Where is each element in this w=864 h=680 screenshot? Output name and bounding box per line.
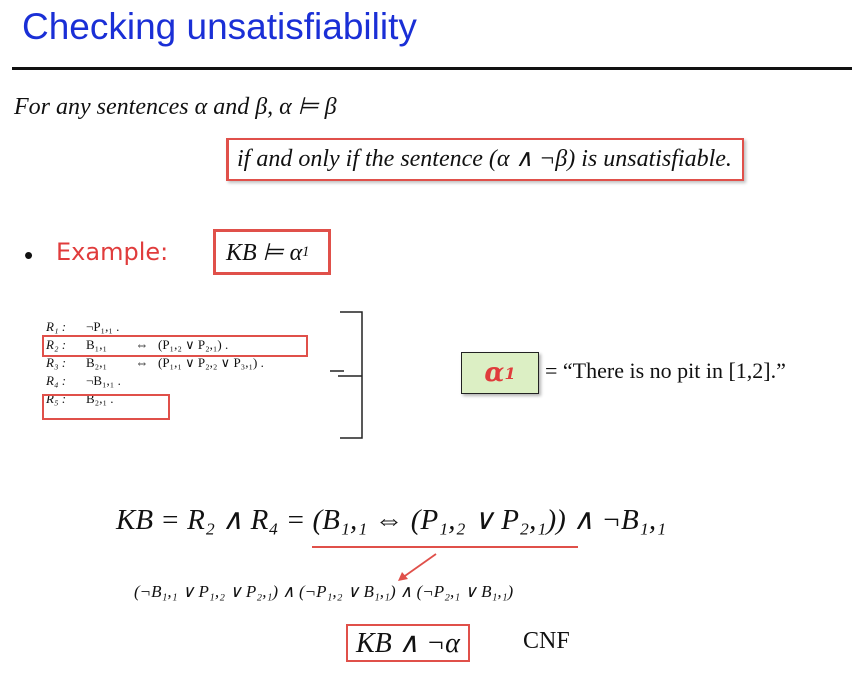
rule-lhs: B₂,₁ . [86,391,114,406]
title-divider [12,67,852,70]
slide-title: Checking unsatisfiability [22,6,417,47]
rule-label: R₃ : [46,355,67,370]
example-label: Example: [56,238,169,266]
rule-rhs: (P₁,₁ ∨ P₂,₂ ∨ P₃,₁) . [158,355,264,370]
alpha-subscript: 1 [504,363,516,383]
rule-label: R₂ : [46,337,67,352]
example-formula-box [213,229,331,275]
kb-equation: KB = R₂ ∧ R₄ = (B₁,₁ ⇔ (P₁,₂ ∨ P₂,₁)) ∧ ¬B₁,₁ [116,504,667,536]
alpha-definition: = “There is no pit in [1,2].” [545,358,786,383]
rule-label: R₁ : [46,319,67,334]
bracket-tick [330,368,350,374]
example-formula: KB ⊨ α [226,239,303,266]
rule-op: ⇔ [135,337,149,352]
cnf-expansion: (¬B₁,₁ ∨ P₁,₂ ∨ P₂,₁) ∧ (¬P₁,₂ ∨ B₁,₁) ∧ (¬P₂,₁ ∨ B₁,₁) [134,582,514,601]
entailment-statement: For any sentences α and β, α ⊨ β [14,94,337,120]
rule-lhs: ¬P₁,₁ . [86,319,120,334]
rule-lhs: ¬B₁,₁ . [86,373,121,388]
rule-rhs: (P₁,₂ ∨ P₂,₁) . [158,337,229,352]
r4-highlight-box [42,394,170,420]
rule-op: ⇔ [135,355,149,370]
rules-bracket [338,310,378,442]
r2-highlight-box [42,335,308,357]
rule-label: R₄ : [46,373,67,388]
rule-row [46,318,264,336]
kb-and-not-alpha: KB ∧ ¬α [346,624,470,662]
rule-lhs: B₂,₁ [86,355,107,370]
equation-underline [312,546,578,548]
alpha-box [461,352,539,394]
bullet-dot: • [24,240,34,270]
example-formula-sub: 1 [302,243,310,260]
rule-label: R₅ : [46,391,67,406]
rule-lhs: B₁,₁ [86,337,107,352]
iff-clause-box [226,138,744,181]
alpha-symbol: α [484,358,505,388]
cnf-label: CNF [523,628,570,654]
iff-clause: if and only if the sentence (α ∧ ¬β) is unsatisfiable. [237,146,732,172]
arrow-icon [392,550,442,584]
rule-row [46,372,264,390]
